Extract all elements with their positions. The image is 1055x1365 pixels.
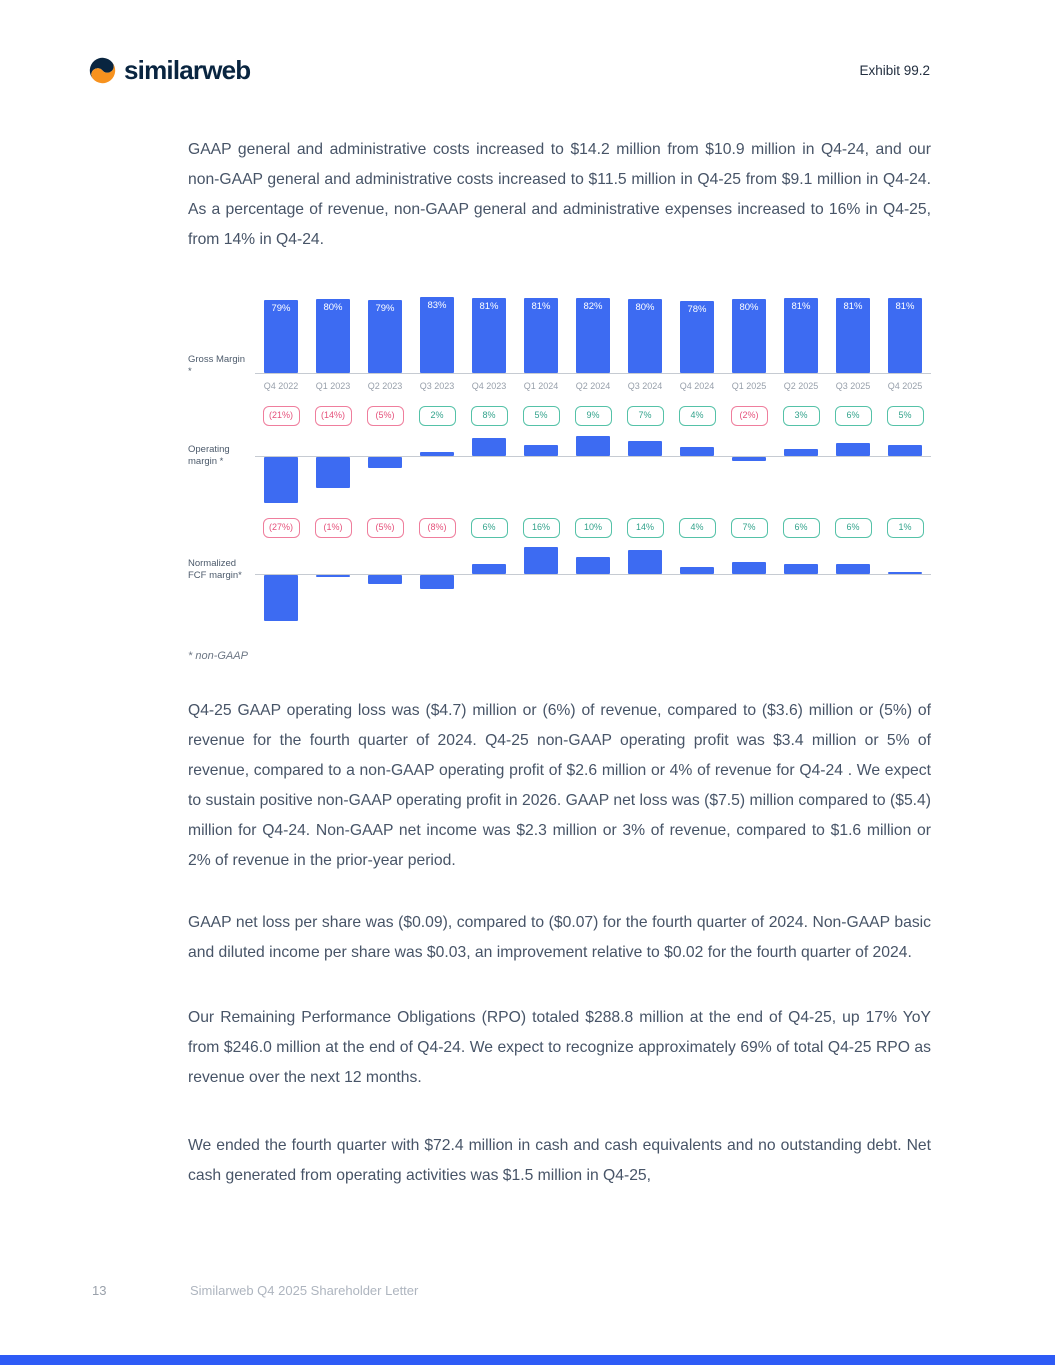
bar: [888, 298, 922, 373]
bar-value-label: 82%: [583, 300, 603, 312]
x-axis-label: Q4 2025: [887, 381, 923, 391]
x-axis-label: Q3 2023: [419, 381, 455, 391]
bar: [628, 441, 662, 456]
page-content: [188, 135, 931, 1191]
margin-value-badge: (5%): [367, 518, 404, 538]
chart-column: [879, 544, 931, 622]
chart-row-operating-margin: [188, 406, 931, 506]
bar: [368, 457, 402, 468]
footer-title: Similarweb Q4 2025 Shareholder Letter: [190, 1283, 419, 1298]
bar: [264, 457, 298, 503]
bar-value-label: 81%: [531, 301, 551, 313]
x-axis-label: Q3 2025: [835, 381, 871, 391]
margin-value-badge: 7%: [627, 406, 664, 426]
chart-column: [307, 544, 359, 622]
margin-value-badge: (14%): [315, 406, 352, 426]
margin-value-badge: 6%: [783, 518, 820, 538]
bar: [576, 298, 610, 373]
paragraph-rpo: Our Remaining Performance Obligations (RPO) totaled $288.8 million at the end of Q4-25, up 17% YoY from $246.0 million at the end of Q4-24. We expect to recognize approximately 69% of total Q4-25 RPO as revenue over the next 12 months.: [188, 1009, 931, 1086]
chart-row-fcf-margin: [188, 518, 931, 622]
bar: [628, 299, 662, 373]
bar: [316, 457, 350, 488]
bar-value-label: 80%: [635, 302, 655, 314]
bar: [576, 436, 610, 456]
margin-value-badge: 3%: [783, 406, 820, 426]
margin-value-badge: (21%): [263, 406, 300, 426]
chart-column: [307, 432, 359, 506]
bar: [472, 298, 506, 373]
bar: [784, 564, 818, 574]
margin-value-badge: 9%: [575, 406, 612, 426]
bar: [836, 298, 870, 373]
bar: [680, 567, 714, 574]
x-axis-label: Q4 2023: [471, 381, 507, 391]
bar: [368, 575, 402, 584]
chart-column: [359, 432, 411, 506]
chart-column: [307, 294, 359, 374]
margin-value-badge: (1%): [315, 518, 352, 538]
margin-value-badge: 6%: [835, 406, 872, 426]
margin-value-badge: (27%): [263, 518, 300, 538]
chart-column: [567, 432, 619, 506]
margins-chart: [188, 294, 931, 622]
margin-value-badge: 4%: [679, 406, 716, 426]
chart-column: [619, 544, 671, 622]
x-axis-label: Q2 2025: [783, 381, 819, 391]
margin-value-badge: 10%: [575, 518, 612, 538]
chart-column: [463, 294, 515, 374]
bar: [472, 564, 506, 574]
chart-column: [255, 544, 307, 622]
operating-margin-plot: [255, 432, 931, 506]
bar-value-label: 78%: [687, 304, 707, 316]
chart-column: [515, 544, 567, 622]
operating-margin-row-label: Operating margin *: [188, 444, 230, 467]
chart-column: [359, 544, 411, 622]
chart-column: [827, 294, 879, 374]
chart-column: [827, 544, 879, 622]
paragraph-operating-results: Q4-25 GAAP operating loss was ($4.7) million or (6%) of revenue, compared to ($3.6) million or (5%) of revenue for the fourth quarter of 2024. Q4-25 non-GAAP operating profit was $3.4 million or 5% of revenue, compared to a non-GAAP operating profit of $2.6 million or 4% of revenue for Q4-24 . We expect to sustain positive non-GAAP operating profit in 2026. GAAP net loss was ($7.5) million compared to ($5.4) million for Q4-24. Non-GAAP net income was $2.3 million or 3% of revenue, compared to $1.6 million or 2% of revenue in the prior-year period.: [188, 702, 931, 869]
chart-column: [463, 544, 515, 622]
margin-value-badge: 5%: [523, 406, 560, 426]
x-axis-label: Q2 2024: [575, 381, 611, 391]
fcf-margin-plot: [255, 544, 931, 622]
chart-column: [255, 294, 307, 374]
x-axis-label: Q1 2024: [523, 381, 559, 391]
margin-value-badge: (5%): [367, 406, 404, 426]
margin-value-badge: 8%: [471, 406, 508, 426]
bar-value-label: 81%: [895, 301, 915, 313]
chart-column: [411, 544, 463, 622]
margin-value-badge: 14%: [627, 518, 664, 538]
fcf-margin-badges: [255, 518, 931, 538]
margin-value-badge: 1%: [887, 518, 924, 538]
x-axis-labels: [255, 374, 931, 398]
bar: [264, 300, 298, 373]
chart-row-gross-margin: [188, 294, 931, 398]
page-footer: [0, 1283, 1055, 1303]
bar: [784, 298, 818, 373]
chart-column: [619, 294, 671, 374]
bar: [420, 575, 454, 589]
bar: [732, 299, 766, 373]
logo-wordmark: similarweb: [124, 55, 251, 85]
bar-value-label: 81%: [843, 301, 863, 313]
bar: [316, 575, 350, 577]
chart-column: [463, 432, 515, 506]
bar-value-label: 79%: [375, 303, 395, 315]
bar: [420, 452, 454, 456]
fcf-margin-row-label: Normalized FCF margin*: [188, 558, 242, 581]
page-header: [88, 55, 930, 86]
gross-margin-row-label: Gross Margin *: [188, 354, 246, 377]
chart-column: [515, 432, 567, 506]
chart-column: [671, 294, 723, 374]
x-axis-label: Q2 2023: [367, 381, 403, 391]
bar: [680, 301, 714, 373]
chart-column: [255, 432, 307, 506]
similarweb-logo-icon: [88, 56, 117, 85]
bar: [888, 445, 922, 456]
paragraph-eps: GAAP net loss per share was ($0.09), compared to ($0.07) for the fourth quarter of 2024. Non-GAAP basic and diluted income per share was $0.03, an improvement relative to $0.02 for the fourth quarter of 2024.: [188, 914, 931, 961]
bar: [680, 447, 714, 456]
bar: [524, 547, 558, 574]
chart-column: [723, 544, 775, 622]
chart-column: [827, 432, 879, 506]
margin-value-badge: 16%: [523, 518, 560, 538]
margin-value-badge: 6%: [471, 518, 508, 538]
bar: [732, 457, 766, 461]
margin-value-badge: 4%: [679, 518, 716, 538]
chart-column: [411, 432, 463, 506]
bar: [836, 443, 870, 456]
bar: [368, 300, 402, 373]
bar: [732, 562, 766, 574]
margin-value-badge: 7%: [731, 518, 768, 538]
bar-value-label: 79%: [271, 303, 291, 315]
margin-value-badge: 6%: [835, 518, 872, 538]
chart-column: [775, 544, 827, 622]
bar: [316, 299, 350, 373]
chart-column: [567, 294, 619, 374]
paragraph-gna-costs: GAAP general and administrative costs increased to $14.2 million from $10.9 million in Q4-24, and our non-GAAP general and administrative costs increased to $11.5 million in Q4-25 from $9.1 million in Q4-24. As a percentage of revenue, non-GAAP general and administrative expenses increased to 16% in Q4-25, from 14% in Q4-24.: [188, 141, 931, 248]
chart-column: [567, 544, 619, 622]
bar-value-label: 80%: [739, 302, 759, 314]
bar: [472, 438, 506, 456]
chart-column: [775, 294, 827, 374]
exhibit-label: Exhibit 99.2: [859, 63, 930, 78]
chart-column: [775, 432, 827, 506]
bar: [420, 297, 454, 373]
bar: [264, 575, 298, 621]
chart-column: [671, 544, 723, 622]
margin-value-badge: (2%): [731, 406, 768, 426]
bar: [524, 298, 558, 373]
chart-column: [359, 294, 411, 374]
bottom-accent-bar: [0, 1355, 1055, 1365]
chart-column: [515, 294, 567, 374]
margin-value-badge: 2%: [419, 406, 456, 426]
x-axis-label: Q1 2025: [731, 381, 767, 391]
x-axis-label: Q4 2022: [263, 381, 299, 391]
chart-column: [879, 294, 931, 374]
chart-footnote: * non-GAAP: [188, 650, 248, 662]
bar-value-label: 81%: [791, 301, 811, 313]
chart-column: [671, 432, 723, 506]
margin-value-badge: 5%: [887, 406, 924, 426]
bar: [524, 445, 558, 456]
x-axis-label: Q3 2024: [627, 381, 663, 391]
bar-value-label: 81%: [479, 301, 499, 313]
x-axis-label: Q1 2023: [315, 381, 351, 391]
chart-column: [723, 432, 775, 506]
bar: [784, 449, 818, 456]
chart-column: [619, 432, 671, 506]
margin-value-badge: (8%): [419, 518, 456, 538]
bar-value-label: 80%: [323, 302, 343, 314]
bar: [628, 550, 662, 574]
bar: [576, 557, 610, 574]
chart-column: [879, 432, 931, 506]
x-axis-label: Q4 2024: [679, 381, 715, 391]
operating-margin-badges: [255, 406, 931, 426]
bar-value-label: 83%: [427, 299, 447, 311]
chart-column: [723, 294, 775, 374]
paragraph-cash: We ended the fourth quarter with $72.4 million in cash and cash equivalents and no outstanding debt. Net cash generated from operating activities was $1.5 million in Q4-25,: [188, 1137, 931, 1184]
gross-margin-plot: [255, 294, 931, 374]
similarweb-logo: [88, 55, 250, 86]
bar: [836, 564, 870, 574]
page-number: 13: [92, 1283, 107, 1298]
chart-column: [411, 294, 463, 374]
bar: [888, 572, 922, 574]
